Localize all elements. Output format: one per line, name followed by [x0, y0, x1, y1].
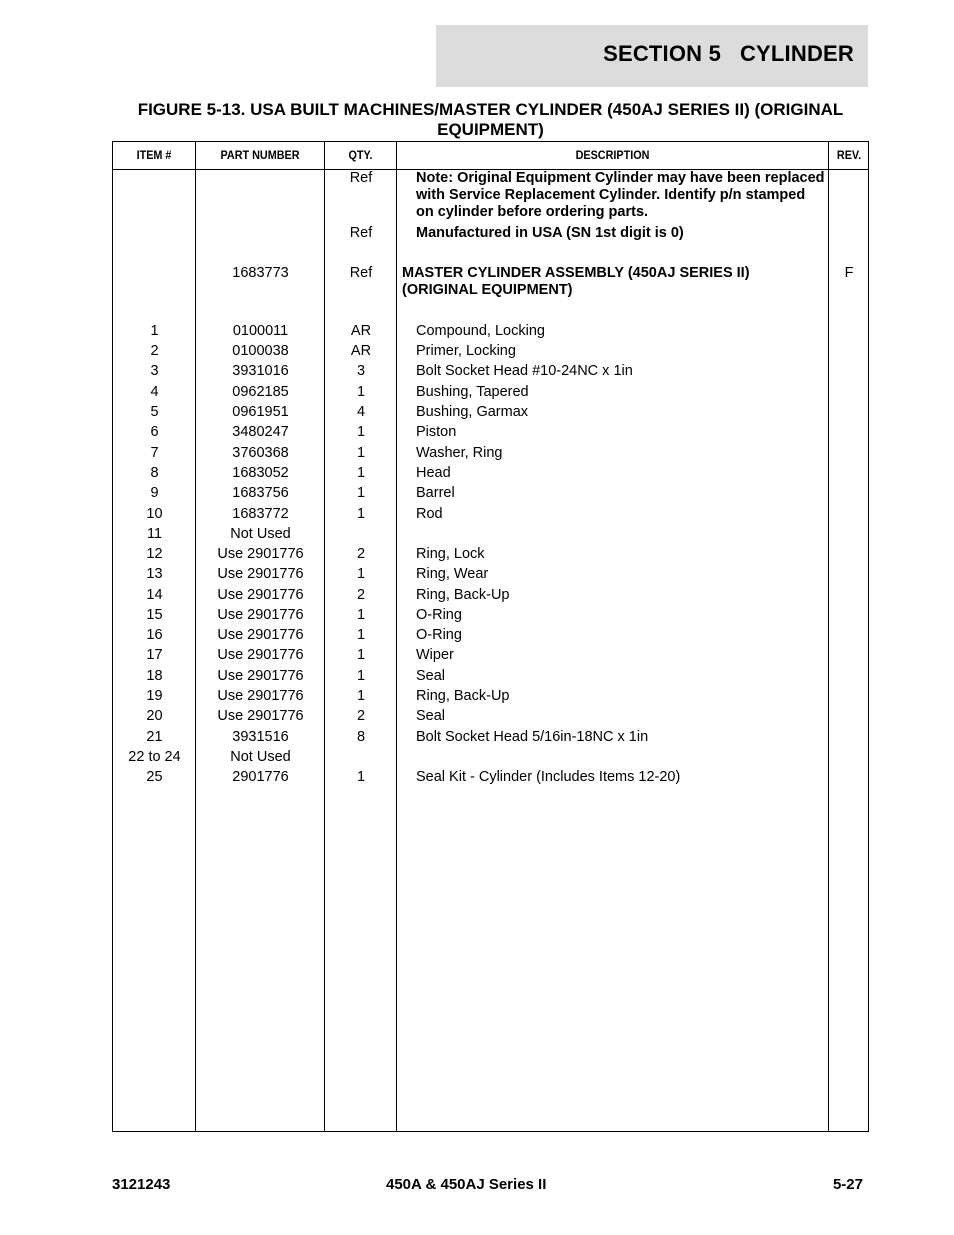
section-title: SECTION 5 CYLINDER	[603, 41, 854, 66]
header-qty: QTY.	[348, 148, 373, 162]
qty-cell: Ref	[349, 225, 373, 241]
description-cell: Ring, Wear	[416, 566, 489, 582]
qty-cell: 1	[356, 424, 366, 440]
item-number-cell: 6	[150, 424, 159, 440]
item-number-cell: 20	[146, 708, 163, 724]
qty-cell: Ref	[349, 265, 373, 281]
qty-cell: 1	[356, 566, 366, 582]
description-cell: Ring, Back-Up	[416, 587, 510, 603]
part-number-cell: Use 2901776	[217, 566, 304, 582]
item-number-cell: 14	[146, 587, 163, 603]
description-cell: Compound, Locking	[416, 323, 545, 339]
item-number-cell: 12	[146, 546, 163, 562]
qty-cell: Ref	[349, 170, 373, 186]
description-cell: Bushing, Tapered	[416, 384, 529, 400]
part-number-cell: 3931016	[232, 363, 289, 379]
part-number-cell: 2901776	[232, 769, 289, 785]
qty-cell: 1	[356, 485, 366, 501]
qty-cell: 8	[356, 729, 366, 745]
qty-cell: 2	[356, 708, 366, 724]
item-number-cell: 16	[146, 627, 163, 643]
description-cell: Washer, Ring	[416, 445, 503, 461]
description-cell: Ring, Lock	[416, 546, 485, 562]
description-cell: O-Ring	[416, 627, 462, 643]
footer-page-number: 5-27	[832, 1176, 863, 1193]
item-number-cell: 22 to 24	[128, 749, 181, 765]
qty-cell: 2	[356, 546, 366, 562]
description-cell: Manufactured in USA (SN 1st digit is 0)	[416, 225, 684, 241]
part-number-cell: 1683756	[232, 485, 289, 501]
part-number-cell: 3480247	[232, 424, 289, 440]
item-number-cell: 9	[150, 485, 159, 501]
description-cell: O-Ring	[416, 607, 462, 623]
figure-title: FIGURE 5-13. USA BUILT MACHINES/MASTER CYLINDER (450AJ SERIES II) (ORIGINAL EQUIPMENT)	[137, 100, 844, 139]
qty-cell: AR	[350, 323, 372, 339]
part-number-cell: Use 2901776	[217, 627, 304, 643]
part-number-cell: Use 2901776	[217, 587, 304, 603]
qty-cell: 1	[356, 769, 366, 785]
part-number-cell: 1683773	[232, 265, 289, 281]
description-cell: Seal Kit - Cylinder (Includes Items 12-20)	[416, 769, 681, 785]
header-item: ITEM #	[136, 148, 172, 162]
qty-cell: 1	[356, 647, 366, 663]
footer-model: 450A & 450AJ Series II	[386, 1176, 547, 1193]
part-number-cell: Not Used	[230, 526, 291, 542]
part-number-cell: Use 2901776	[217, 688, 304, 704]
item-number-cell: 11	[146, 526, 163, 542]
item-number-cell: 13	[146, 566, 163, 582]
item-number-cell: 15	[146, 607, 163, 623]
header-part-number: PART NUMBER	[220, 148, 300, 162]
part-number-cell: Use 2901776	[217, 607, 304, 623]
part-number-cell: 3760368	[232, 445, 289, 461]
part-number-cell: 0962185	[232, 384, 289, 400]
description-cell: Primer, Locking	[416, 343, 516, 359]
item-number-cell: 1	[150, 323, 159, 339]
part-number-cell: Use 2901776	[217, 708, 304, 724]
qty-cell: 3	[356, 363, 366, 379]
qty-cell: 1	[356, 688, 366, 704]
header-description: DESCRIPTION	[575, 148, 650, 162]
item-number-cell: 3	[150, 363, 159, 379]
qty-cell: 1	[356, 445, 366, 461]
part-number-cell: Use 2901776	[217, 668, 304, 684]
description-cell: MASTER CYLINDER ASSEMBLY (450AJ SERIES II) (ORIGINAL EQUIPMENT)	[402, 265, 750, 298]
item-number-cell: 8	[150, 465, 159, 481]
description-cell: Bushing, Garmax	[416, 404, 529, 420]
footer-doc-number: 3121243	[112, 1176, 171, 1193]
rev-cell: F	[844, 265, 854, 281]
part-number-cell: 0100011	[232, 323, 289, 339]
item-number-cell: 2	[150, 343, 159, 359]
item-number-cell: 7	[150, 445, 159, 461]
part-number-cell: 3931516	[232, 729, 289, 745]
description-cell: Seal	[416, 708, 446, 724]
item-number-cell: 5	[150, 404, 159, 420]
description-cell: Bolt Socket Head 5/16in-18NC x 1in	[416, 729, 649, 745]
item-number-cell: 17	[146, 647, 163, 663]
description-cell: Seal	[416, 668, 446, 684]
qty-cell: 1	[356, 627, 366, 643]
column-divider	[828, 142, 829, 1131]
item-number-cell: 18	[146, 668, 163, 684]
header-rev: REV.	[836, 148, 862, 162]
description-cell: Note: Original Equipment Cylinder may have been replaced with Service Replacement Cylinder. Identify p/n stamped on cylinder before ordering parts.	[416, 170, 825, 220]
part-number-cell: Not Used	[230, 749, 291, 765]
qty-cell: 2	[356, 587, 366, 603]
item-number-cell: 4	[150, 384, 159, 400]
qty-cell: 4	[356, 404, 366, 420]
description-cell: Piston	[416, 424, 457, 440]
item-number-cell: 10	[146, 506, 163, 522]
part-number-cell: Use 2901776	[217, 647, 304, 663]
section-header	[436, 25, 868, 87]
qty-cell: AR	[350, 343, 372, 359]
description-cell: Wiper	[416, 647, 454, 663]
part-number-cell: 1683772	[232, 506, 289, 522]
qty-cell: 1	[356, 506, 366, 522]
item-number-cell: 19	[146, 688, 163, 704]
qty-cell: 1	[356, 384, 366, 400]
parts-table	[112, 141, 869, 1132]
description-cell: Rod	[416, 506, 443, 522]
description-cell: Barrel	[416, 485, 455, 501]
part-number-cell: Use 2901776	[217, 546, 304, 562]
description-cell: Head	[416, 465, 451, 481]
qty-cell: 1	[356, 465, 366, 481]
item-number-cell: 21	[146, 729, 163, 745]
part-number-cell: 0100038	[232, 343, 289, 359]
part-number-cell: 0961951	[232, 404, 289, 420]
item-number-cell: 25	[146, 769, 163, 785]
description-cell: Ring, Back-Up	[416, 688, 510, 704]
part-number-cell: 1683052	[232, 465, 289, 481]
description-cell: Bolt Socket Head #10-24NC x 1in	[416, 363, 633, 379]
qty-cell: 1	[356, 668, 366, 684]
qty-cell: 1	[356, 607, 366, 623]
